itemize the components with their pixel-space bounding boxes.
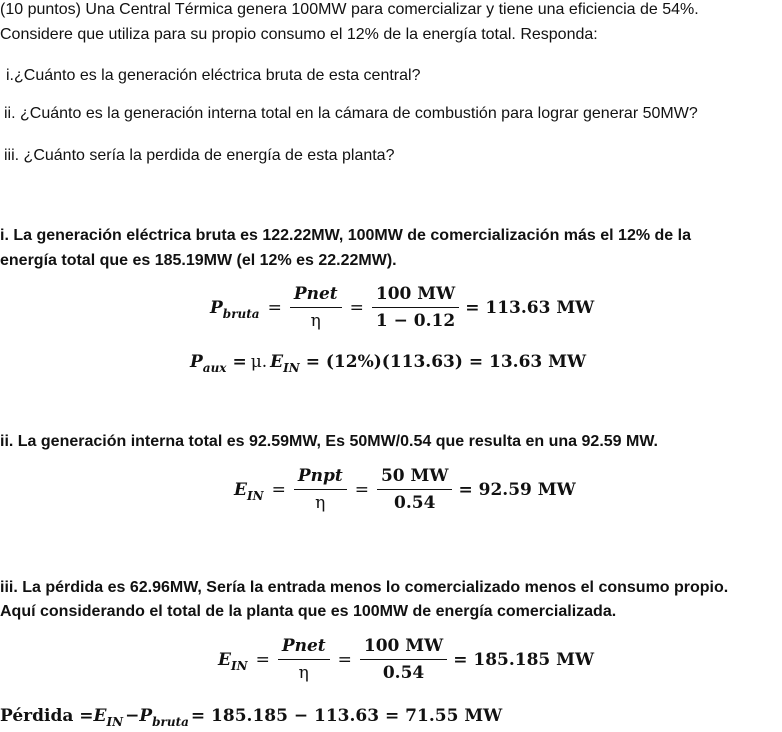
eq-lhs-sub: aux [202,361,227,375]
eq-fraction-1-den: η [298,663,309,683]
eq-fraction-1-num: Pnet [290,284,342,308]
eq-ein: E [93,706,107,726]
eq-lhs-sub: bruta [222,306,260,321]
question-2: ii. ¿Cuánto es la generación interna total en la cámara de combustión para lograr generar 50MW? [4,105,698,122]
eq-fraction-2 [377,466,453,513]
answer-3-line-2: Aquí considerando el total de la planta que es 100MW de energía comercializada. [0,603,617,620]
eq-lhs-sub: IN [230,658,248,673]
eq-mu: μ. [250,352,268,372]
problem-line-2: Considere que utiliza para su propio consumo el 12% de la energía total. Responda: [0,26,598,43]
eq-equals: = [271,479,286,500]
eq-fraction-1 [290,284,342,331]
equation-e-in-2 [234,466,576,513]
equation-perdida [0,706,503,729]
eq-equals: = [267,297,282,318]
eq-result: = 113.63 MW [465,297,595,318]
eq-fraction-2-num: 100 MW [360,636,447,660]
eq-minus: − [125,706,140,726]
eq-ein-sub: IN [106,715,124,729]
eq-p-sub: bruta [152,715,189,729]
eq-lhs: E [218,649,231,670]
eq-fraction-1-den: η [315,493,326,513]
eq-equals-2: = [354,479,369,500]
eq-result: = 92.59 MW [458,479,576,500]
eq-lhs: P [190,352,203,372]
eq-fraction-2-num: 50 MW [377,466,453,490]
eq-fraction-2-den: 0.54 [394,493,436,513]
eq-fraction-2-num: 100 MW [372,284,459,308]
question-3: iii. ¿Cuánto sería la perdida de energía de esta planta? [4,147,395,164]
answer-3-line-1: iii. La pérdida es 62.96MW, Sería la entrada menos lo comercializado menos el consumo propio. [0,579,729,596]
eq-equals-2: = [337,649,352,670]
equation-e-in-3 [218,636,594,683]
eq-fraction-2-den: 1 − 0.12 [375,311,456,331]
eq-result: = 185.185 − 113.63 = 71.55 MW [190,706,503,726]
answer-1-line-1: i. La generación eléctrica bruta es 122.22MW, 100MW de comercialización más el 12% de la [0,227,691,244]
eq-ein-sub: IN [283,361,300,375]
eq-fraction-2 [360,636,447,683]
eq-lhs: Pérdida = [0,706,94,726]
eq-fraction-2-den: 0.54 [382,663,425,683]
answer-1-line-2: energía total que es 185.19MW (el 12% es 22.22MW). [0,252,397,269]
eq-lhs: P [210,297,223,318]
eq-p: P [139,706,153,726]
equation-p-bruta [210,284,594,331]
eq-result: = 185.185 MW [453,649,595,670]
eq-fraction-2 [372,284,459,331]
eq-equals: = [255,649,270,670]
eq-equals-2: = [349,297,364,318]
problem-line-1: (10 puntos) Una Central Térmica genera 100MW para comercializar y tiene una eficiencia de 54%. [0,1,699,18]
eq-equals: = [232,352,247,372]
eq-fraction-1-num: Pnpt [294,466,347,490]
question-1: i.¿Cuánto es la generación eléctrica bruta de esta central? [6,67,421,84]
eq-lhs: E [234,479,247,500]
eq-fraction-1 [278,636,330,683]
eq-result: = (12%)(113.63) = 13.63 MW [305,352,587,372]
eq-fraction-1 [294,466,347,513]
eq-lhs-sub: IN [246,488,264,503]
answer-2-line-1: ii. La generación interna total es 92.59MW, Es 50MW/0.54 que resulta en una 92.59 MW. [0,433,658,450]
equation-p-aux [190,352,587,375]
eq-fraction-1-den: η [310,311,321,331]
eq-fraction-1-num: Pnet [278,636,330,660]
eq-ein: E [270,352,284,372]
